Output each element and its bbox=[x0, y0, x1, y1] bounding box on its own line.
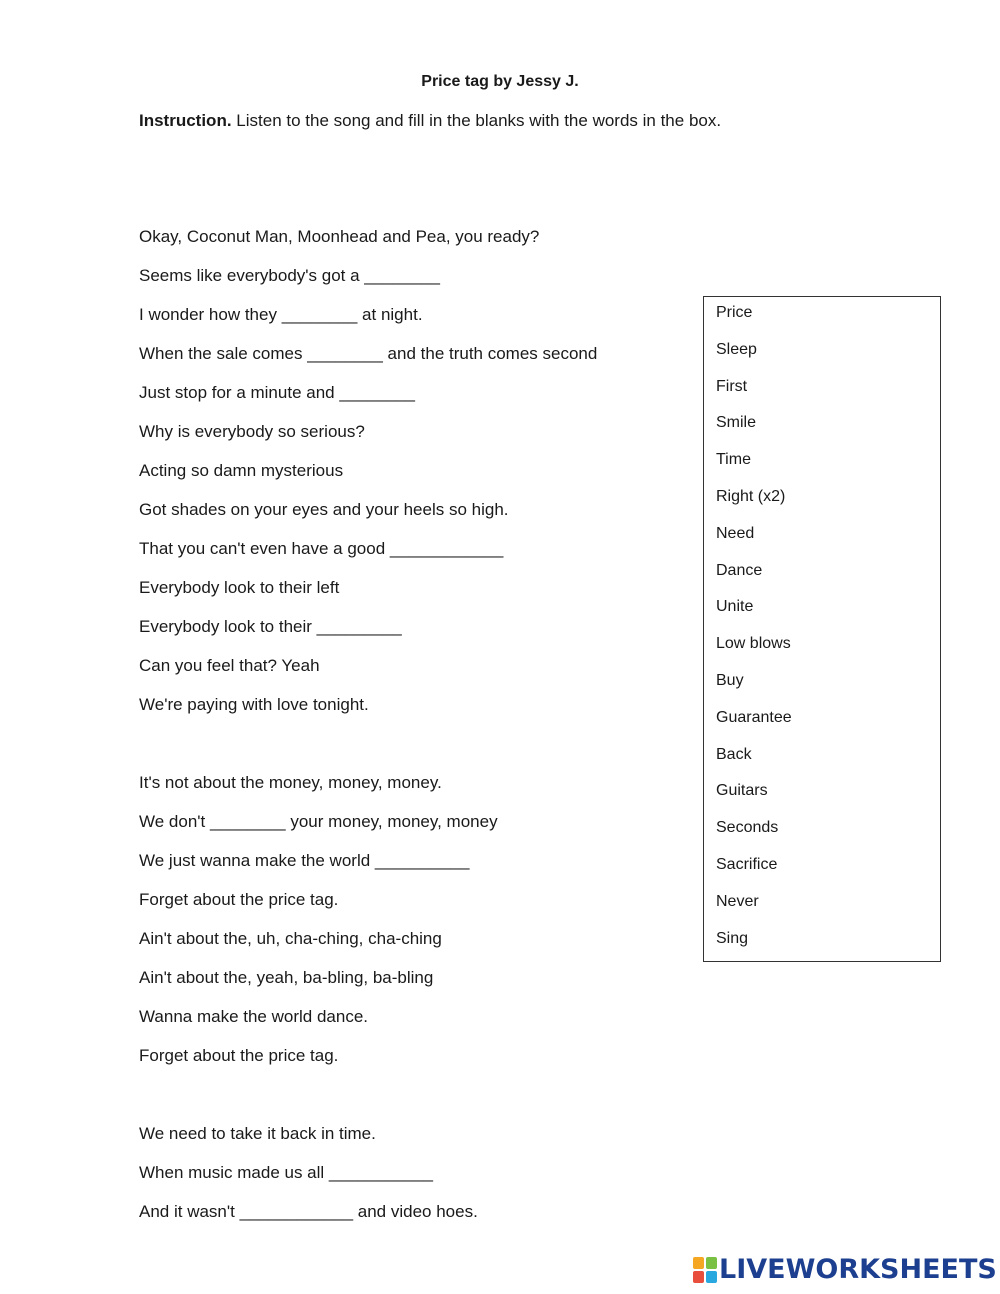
word-bank-item: Sleep bbox=[716, 340, 757, 358]
lyric-line: That you can't even have a good ____________ bbox=[139, 539, 504, 558]
word-bank-item: Dance bbox=[716, 561, 763, 579]
lyric-line: Got shades on your eyes and your heels so high. bbox=[139, 500, 509, 519]
lyric-line: We don't ________ your money, money, money bbox=[139, 812, 498, 831]
logo-text: LIVEWORKSHEETS bbox=[719, 1254, 997, 1285]
lyric-line: Okay, Coconut Man, Moonhead and Pea, you ready? bbox=[139, 227, 540, 246]
lyric-line: We need to take it back in time. bbox=[139, 1124, 376, 1143]
lyric-line: When music made us all ___________ bbox=[139, 1163, 433, 1182]
stanza-gap bbox=[139, 186, 689, 225]
lyric-line: Acting so damn mysterious bbox=[139, 461, 344, 480]
instruction-label: Instruction. bbox=[139, 111, 232, 130]
word-bank-item: Never bbox=[716, 892, 759, 910]
lyric-line: And it wasn't ____________ and video hoes. bbox=[139, 1202, 478, 1221]
lyric-line: When the sale comes ________ and the truth comes second bbox=[139, 344, 598, 363]
lyric-line: Ain't about the, uh, cha-ching, cha-ching bbox=[139, 929, 442, 948]
lyric-line: Why is everybody so serious? bbox=[139, 422, 365, 441]
word-bank-item: Sacrifice bbox=[716, 855, 778, 873]
lyric-line: Everybody look to their _________ bbox=[139, 617, 402, 636]
logo-mark-icon bbox=[693, 1257, 717, 1283]
instruction-text bbox=[139, 109, 721, 133]
lyric-line: I wonder how they ________ at night. bbox=[139, 305, 423, 324]
lyric-line: Wanna make the world dance. bbox=[139, 1007, 368, 1026]
word-bank-item: Sing bbox=[716, 929, 749, 947]
word-bank-item: Buy bbox=[716, 671, 744, 689]
lyric-line: Everybody look to their left bbox=[139, 578, 340, 597]
word-bank-item: Smile bbox=[716, 414, 757, 432]
word-bank-box bbox=[703, 296, 941, 962]
word-bank-item: First bbox=[716, 377, 748, 395]
stanza-gap bbox=[139, 1083, 689, 1122]
lyric-line: Forget about the price tag. bbox=[139, 890, 339, 909]
word-bank-item: Low blows bbox=[716, 635, 791, 653]
worksheet-title: Price tag by Jessy J. bbox=[421, 73, 579, 90]
lyric-line: Just stop for a minute and ________ bbox=[139, 383, 415, 402]
lyric-line: It's not about the money, money, money. bbox=[139, 773, 442, 792]
lyric-line: Can you feel that? Yeah bbox=[139, 656, 320, 675]
word-bank-item: Guitars bbox=[716, 782, 768, 800]
word-bank-item: Seconds bbox=[716, 819, 779, 837]
lyric-line: We're paying with love tonight. bbox=[139, 695, 369, 714]
word-bank-item: Price bbox=[716, 304, 753, 321]
word-bank-item: Right (x2) bbox=[716, 487, 786, 505]
lyric-line: Forget about the price tag. bbox=[139, 1046, 339, 1065]
instruction-body: Listen to the song and fill in the blanks with the words in the box. bbox=[231, 111, 722, 130]
liveworksheets-logo bbox=[693, 1254, 997, 1286]
word-bank-item: Time bbox=[716, 451, 751, 469]
word-bank-item: Back bbox=[716, 745, 752, 763]
stanza-gap bbox=[139, 732, 689, 771]
lyric-line: Seems like everybody's got a ________ bbox=[139, 266, 440, 285]
lyric-line: Ain't about the, yeah, ba-bling, ba-bling bbox=[139, 968, 434, 987]
word-bank-item: Guarantee bbox=[716, 708, 792, 726]
word-bank-item: Need bbox=[716, 524, 755, 542]
word-bank-item: Unite bbox=[716, 598, 754, 616]
lyric-line: We just wanna make the world __________ bbox=[139, 851, 470, 870]
lyrics-block bbox=[139, 186, 689, 1239]
